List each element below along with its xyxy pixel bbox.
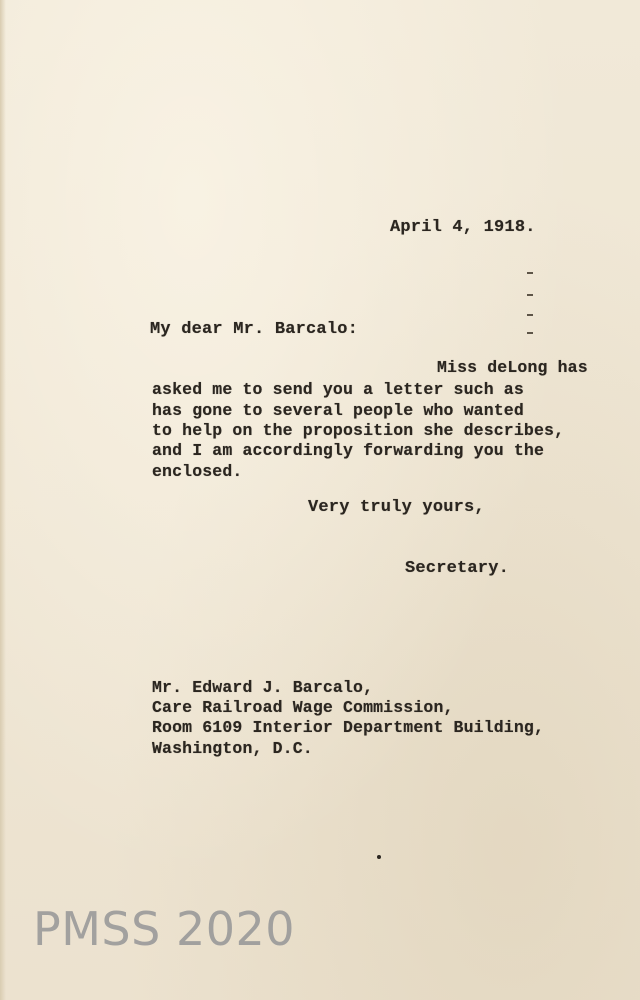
address-line: Care Railroad Wage Commission, (152, 698, 454, 717)
address-line: Room 6109 Interior Department Building, (152, 718, 545, 737)
body-line: Miss deLong has (437, 358, 588, 377)
letter-date: April 4, 1918. (390, 218, 536, 237)
body-line: and I am accordingly forwarding you the (152, 441, 545, 460)
body-line: enclosed. (152, 462, 243, 481)
margin-mark (527, 332, 533, 334)
page-edge-shadow (0, 0, 6, 1000)
ink-dot (377, 855, 381, 859)
closing: Very truly yours, (308, 498, 485, 517)
margin-mark (527, 294, 533, 296)
salutation: My dear Mr. Barcalo: (150, 320, 359, 339)
body-line: to help on the proposition she describes, (152, 421, 565, 440)
address-line: Mr. Edward J. Barcalo, (152, 678, 374, 697)
signature-title: Secretary. (405, 559, 510, 578)
margin-mark (527, 272, 533, 274)
watermark: PMSS 2020 (33, 902, 296, 956)
margin-marks (524, 270, 536, 340)
margin-mark (527, 314, 533, 316)
body-line: has gone to several people who wanted (152, 401, 524, 420)
address-line: Washington, D.C. (152, 739, 313, 758)
body-line: asked me to send you a letter such as (152, 380, 524, 399)
